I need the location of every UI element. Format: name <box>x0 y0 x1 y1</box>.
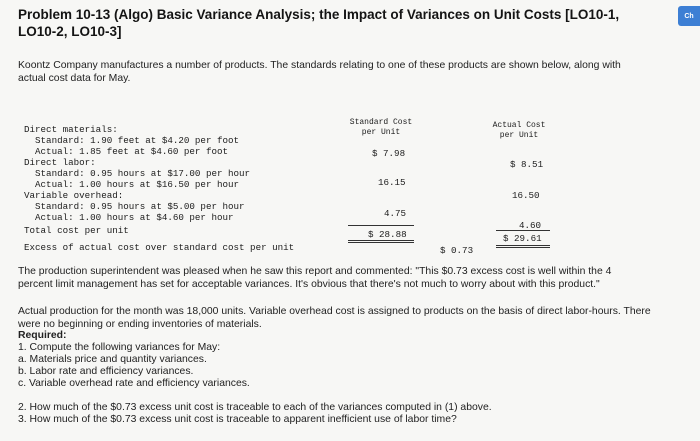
problem-title: Problem 10-13 (Algo) Basic Variance Analysis; the Impact of Variances on Unit Costs [LO10-1, LO10-2, LO10-3] <box>18 7 620 39</box>
row-label: Standard: 0.95 hours at $5.00 per hour <box>24 201 245 212</box>
required-item: b. Labor rate and efficiency variances. <box>18 366 194 377</box>
std-value: 4.75 <box>384 208 407 219</box>
act-value: $ 8.51 <box>510 159 544 170</box>
row-label: Standard: 1.90 feet at $4.20 per foot <box>24 135 240 146</box>
std-value: 16.15 <box>378 177 406 188</box>
row-label: Direct materials: <box>24 124 118 135</box>
intro-text: Koontz Company manufactures a number of products. The standards relating to one of these products are shown below, along with actual cost data for May. <box>18 60 621 84</box>
subtotal-rule-actual <box>496 230 550 231</box>
production-note: Actual production for the month was 18,000 units. Variable overhead cost is assigned to products on the basis of direct labor-hours. There were no beginning or ending inventories of materials. <box>18 306 651 330</box>
standard-cost-header: Standard Cost per Unit <box>349 118 413 137</box>
row-label: Actual: 1.00 hours at $4.60 per hour <box>24 212 234 223</box>
act-value: 4.60 <box>519 220 542 231</box>
row-label: Actual: 1.00 hours at $16.50 per hour <box>24 179 240 190</box>
required-item: 1. Compute the following variances for May: <box>18 342 221 353</box>
actual-cost-header: Actual Cost per Unit <box>492 121 546 140</box>
excess-label: Excess of actual cost over standard cost per unit <box>24 242 295 253</box>
row-label: Actual: 1.85 feet at $4.60 per foot <box>24 146 228 157</box>
row-label: Direct labor: <box>24 157 96 168</box>
chapter-tab[interactable]: Ch <box>678 6 700 26</box>
required-item: c. Variable overhead rate and efficiency variances. <box>18 378 250 389</box>
required-heading: Required: <box>18 330 67 341</box>
subtotal-rule-standard <box>348 225 414 226</box>
total-rule-standard <box>348 240 414 243</box>
row-label: Standard: 0.95 hours at $17.00 per hour <box>24 168 251 179</box>
question-3: 3. How much of the $0.73 excess unit cost is traceable to apparent inefficient use of labor time? <box>18 414 457 425</box>
total-rule-actual <box>496 245 550 248</box>
row-label: Variable overhead: <box>24 190 124 201</box>
total-actual: $ 29.61 <box>503 233 542 244</box>
act-value: 16.50 <box>512 190 540 201</box>
excess-value: $ 0.73 <box>440 245 474 256</box>
question-2: 2. How much of the $0.73 excess unit cost is traceable to each of the variances computed in (1) above. <box>18 402 492 413</box>
total-standard: $ 28.88 <box>368 229 407 240</box>
total-label: Total cost per unit <box>24 225 129 236</box>
std-value: $ 7.98 <box>372 148 406 159</box>
superintendent-comment: The production superintendent was pleased when he saw this report and commented: "This $0.73 excess cost is well within the 4 percent limit management has set for acceptable variances. It's obvious that there's not much to worry about with this product." <box>18 266 612 290</box>
required-item: a. Materials price and quantity variances. <box>18 354 207 365</box>
